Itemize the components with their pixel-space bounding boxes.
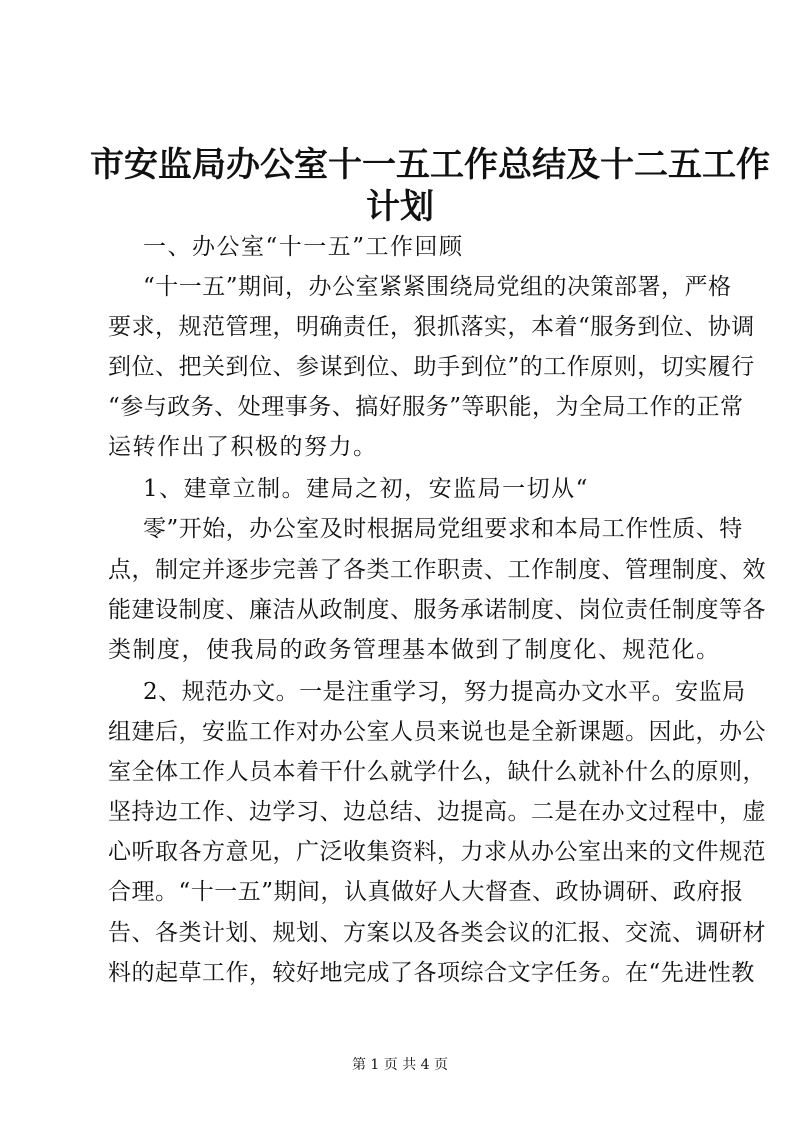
body-line: 心听取各方意见，广泛收集资料，力求从办公室出来的文件规范: [108, 839, 766, 865]
body-line: 告、各类计划、规划、方案以及各类会议的汇报、交流、调研材: [108, 920, 766, 946]
body-line: “十一五”期间，办公室紧紧围绕局党组的决策部署，严格: [143, 274, 732, 300]
document-title-line-1: 市安监局办公室十一五工作总结及十二五工作: [90, 145, 770, 185]
body-line: 点，制定并逐步完善了各类工作职责、工作制度、管理制度、效: [108, 557, 766, 583]
document-title-line-2: 计划: [366, 187, 434, 227]
section-heading: 一、办公室“十一五”工作回顾: [143, 234, 464, 260]
body-line: 类制度，使我局的政务管理基本做到了制度化、规范化。: [108, 637, 721, 663]
body-line: 室全体工作人员本着干什么就学什么，缺什么就补什么的原则，: [108, 759, 766, 785]
body-line: 2、规范办文。一是注重学习，努力提高办文水平。安监局: [143, 679, 746, 705]
body-line: 1、建章立制。建局之初，安监局一切从“: [143, 476, 589, 502]
body-line: 组建后，安监工作对办公室人员来说也是全新课题。因此，办公: [108, 719, 766, 745]
body-line: 料的起草工作，较好地完成了各项综合文字任务。在“先进性教: [108, 960, 755, 986]
body-line: 要求，规范管理，明确责任，狠抓落实，本着“服务到位、协调: [108, 314, 755, 340]
body-line: 运转作出了积极的努力。: [108, 434, 378, 460]
body-line: “参与政务、处理事务、搞好服务”等职能，为全局工作的正常: [108, 394, 744, 420]
page-number-footer: 第 1 页 共 4 页: [351, 1057, 449, 1073]
body-line: 零”开始，办公室及时根据局党组要求和本局工作性质、特: [143, 516, 743, 542]
body-line: 坚持边工作、边学习、边总结、边提高。二是在办文过程中，虚: [108, 799, 766, 825]
body-line: 合理。“十一五”期间，认真做好人大督查、政协调研、政府报: [108, 879, 744, 905]
body-line: 到位、把关到位、参谋到位、助手到位”的工作原则，切实履行: [108, 354, 755, 380]
body-line: 能建设制度、廉洁从政制度、服务承诺制度、岗位责任制度等各: [108, 597, 766, 623]
